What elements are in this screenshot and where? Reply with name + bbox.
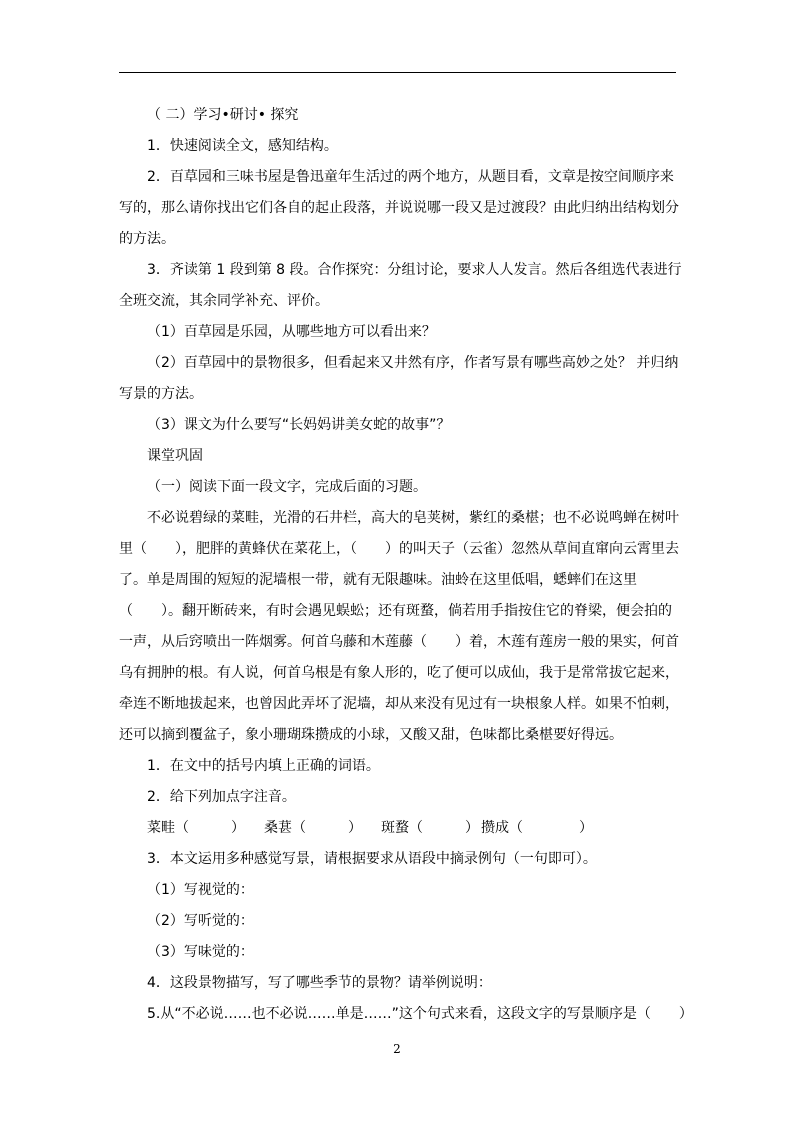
question-3-sub: （3）写味觉的： xyxy=(147,944,254,960)
study-item: （3）课文为什么要写“长妈妈讲美女蛇的故事”？ xyxy=(147,417,451,433)
study-item: 写的，那么请你找出它们各自的起止段落，并说说哪一段又是过渡段？由此归纳出结构划分 xyxy=(119,200,679,216)
passage-line: 还可以摘到覆盆子，象小珊瑚珠攒成的小球，又酸又甜，色味都比桑椹要好得远。 xyxy=(119,727,623,743)
study-item: 1．快速阅读全文，感知结构。 xyxy=(147,138,338,154)
pinyin-row xyxy=(119,813,679,844)
consolidation-heading: 课堂巩固 xyxy=(147,448,203,464)
pinyin-item: 菜畦（ ） xyxy=(147,820,245,836)
pinyin-item: 斑蝥（ ） xyxy=(381,820,479,836)
question-4: 4．这段景物描写，写了哪些季节的景物？请举例说明： xyxy=(147,975,492,991)
study-item: 全班交流，其余同学补充、评价。 xyxy=(119,293,329,309)
reading-instruction: （一）阅读下面一段文字，完成后面的习题。 xyxy=(147,479,427,495)
passage-line: （ ）。翻开断砖来，有时会遇见蜈蚣；还有斑蝥，倘若用手指按住它的脊梁，便会拍的 xyxy=(119,603,672,619)
study-item: 的方法。 xyxy=(119,231,175,247)
passage-line: 一声，从后窍喷出一阵烟雾。何首乌藤和木莲藤（ ）着，木莲有莲房一般的果实，何首 xyxy=(119,634,679,650)
passage-line: 乌有拥肿的根。有人说，何首乌根是有象人形的，吃了便可以成仙，我于是常常拔它起来， xyxy=(119,665,679,681)
passage-line: 牵连不断地拔起来，也曾因此弄坏了泥墙，却从来没有见过有一块根象人样。如果不怕刺， xyxy=(119,696,679,712)
study-item: 3．齐读第 1 段到第 8 段。合作探究：分组讨论，要求人人发言。然后各组选代表进行 xyxy=(147,262,682,278)
study-item: （1）百草园是乐园，从哪些地方可以看出来？ xyxy=(147,324,436,340)
study-item: （2）百草园中的景物很多，但看起来又井然有序，作者写景有哪些高妙之处？ 并归纳 xyxy=(147,355,679,371)
question-5: 5.从“不必说……也不必说……单是……”这个句式来看，这段文字的写景顺序是（ ） xyxy=(147,1006,693,1022)
study-item: 写景的方法。 xyxy=(119,386,203,402)
question-2: 2．给下列加点字注音。 xyxy=(147,789,296,805)
section-heading: （ 二）学习•研讨• 探究 xyxy=(147,107,299,123)
question-1: 1．在文中的括号内填上正确的词语。 xyxy=(147,758,380,774)
question-3-sub: （2）写听觉的： xyxy=(147,913,254,929)
question-3-sub: （1）写视觉的： xyxy=(147,882,254,898)
passage-line: 里（ ），肥胖的黄蜂伏在菜花上，（ ）的叫天子（云雀）忽然从草间直窜向云霄里去 xyxy=(119,541,679,557)
pinyin-item: 攒成（ ） xyxy=(481,820,593,836)
document-body xyxy=(119,100,693,1030)
header-rule xyxy=(119,72,676,73)
pinyin-item: 桑葚（ ） xyxy=(264,820,362,836)
study-item: 2．百草园和三味书屋是鲁迅童年生活过的两个地方，从题目看，文章是按空间顺序来 xyxy=(147,169,674,185)
page-number: 2 xyxy=(393,1042,401,1056)
passage-line: 不必说碧绿的菜畦，光滑的石井栏，高大的皂荚树，紫红的桑椹；也不必说鸣蝉在树叶 xyxy=(147,510,679,526)
passage-line: 了。单是周围的短短的泥墙根一带，就有无限趣味。油蛉在这里低唱，蟋蟀们在这里 xyxy=(119,572,637,588)
question-3: 3．本文运用多种感觉写景，请根据要求从语段中摘录例句（一句即可）。 xyxy=(147,851,597,867)
